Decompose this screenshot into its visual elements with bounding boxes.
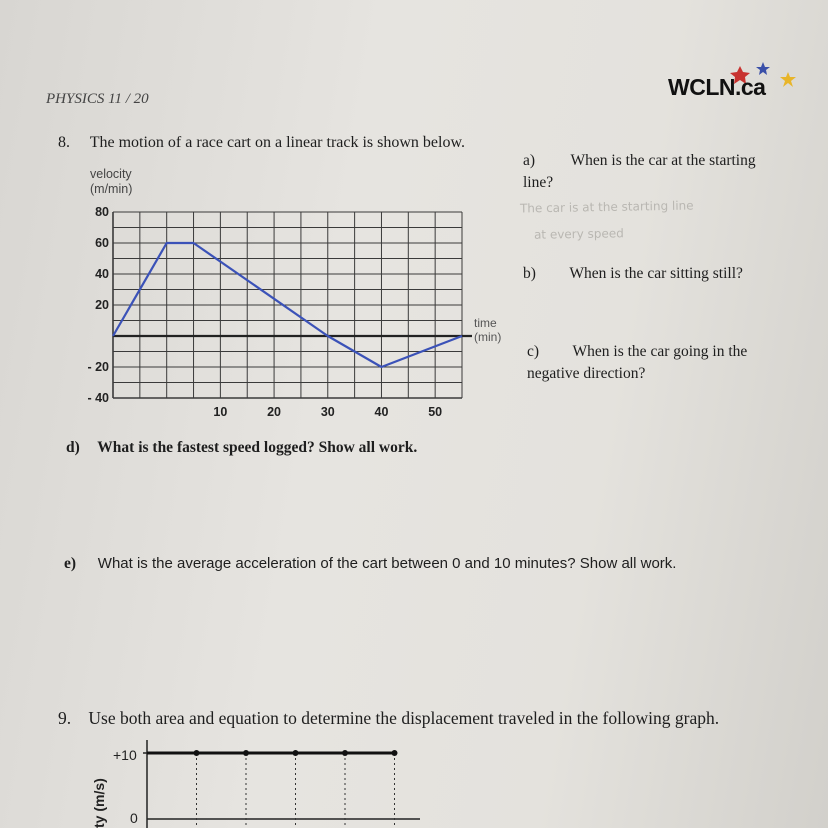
q9-data-point: [243, 750, 249, 756]
y-tick-labels: [87, 205, 109, 405]
part-a-text-2: line?: [523, 174, 554, 191]
y-tick-label: 80: [95, 205, 109, 219]
question-9-text: Use both area and equation to determine the displacement traveled in the following graph.: [88, 708, 720, 728]
question-8-text: The motion of a race cart on a linear track is shown below.: [89, 134, 465, 151]
x-tick-label: 10: [213, 405, 228, 419]
x-tick-label: 30: [320, 405, 335, 419]
y-tick-label: 60: [95, 236, 109, 250]
x-tick-label: 40: [374, 405, 389, 419]
part-a-text: When is the car at the starting: [570, 152, 756, 169]
part-a-letter: a): [523, 152, 536, 169]
question-8-number: 8.: [58, 134, 70, 151]
part-b-letter: b): [523, 265, 536, 282]
y-tick-label: 20: [95, 298, 109, 312]
part-b: [523, 263, 803, 285]
part-e-text: What is the average acceleration of the cart between 0 and 10 minutes? Show all work.: [97, 555, 677, 572]
y-tick-label: - 20: [87, 360, 109, 374]
question-8-heading: [58, 134, 465, 152]
part-c-text: When is the car going in the: [572, 343, 748, 360]
part-e: [64, 555, 676, 573]
q9-marks: [143, 750, 398, 828]
wcln-logo-text: WCLN.ca: [668, 74, 766, 100]
y-tick-label: - 40: [87, 391, 109, 405]
part-e-letter: e): [64, 555, 77, 572]
q9-y-tick-10: +10: [113, 747, 137, 763]
part-d: [66, 439, 417, 457]
q9-data-point: [293, 750, 299, 756]
part-a-handwritten-answer-2: at every speed: [533, 226, 624, 242]
y-axis-label-line1: velocity: [90, 167, 132, 181]
x-tick-label: 50: [428, 405, 443, 419]
q9-data-point: [342, 750, 348, 756]
velocity-time-graph: [80, 160, 520, 422]
question-9-heading: [58, 708, 719, 729]
q9-y-axis-label: ty (m/s): [91, 778, 107, 828]
q9-data-point: [392, 750, 398, 756]
part-c-text-2: negative direction?: [527, 365, 646, 382]
part-c: [527, 341, 797, 385]
x-axis-label-line1: time: [474, 316, 497, 330]
x-axis-label-line2: (min): [474, 330, 502, 344]
course-title: PHYSICS 11 / 20: [46, 91, 149, 107]
part-d-text: What is the fastest speed logged? Show all work.: [97, 439, 418, 456]
question-9-number: 9.: [58, 708, 72, 728]
part-d-letter: d): [66, 439, 80, 456]
y-tick-label: 40: [95, 267, 109, 281]
part-a: [523, 150, 793, 194]
part-a-handwritten-answer-1: The car is at the starting line: [519, 198, 694, 216]
q9-data-point: [194, 750, 200, 756]
graph-grid: [113, 212, 472, 398]
x-tick-label: 20: [267, 405, 282, 419]
part-b-text: When is the car sitting still?: [569, 265, 743, 282]
y-axis-label-line2: (m/min): [90, 182, 133, 196]
question-9-graph: [80, 736, 420, 828]
x-tick-labels: [213, 405, 442, 419]
part-c-letter: c): [527, 343, 540, 360]
q9-y-tick-0: 0: [130, 810, 138, 826]
